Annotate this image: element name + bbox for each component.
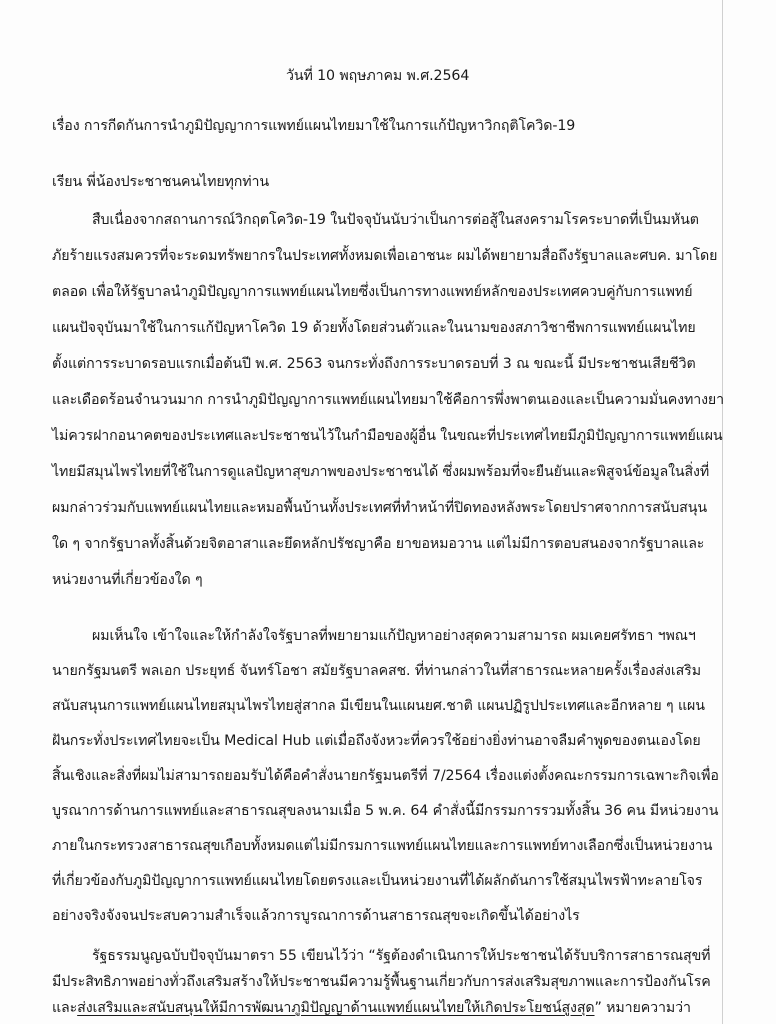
paragraph-1-line: หน่วยงานที่เกี่ยวข้องใด ๆ bbox=[52, 572, 203, 588]
paragraph-2-line: สิ้นเชิงและสิ่งที่ผมไม่สามารถยอมรับได้คือคำสั่งนายกรัฐมนตรีที่ 7/2564 เรื่องแต่งตั้งคณะกรรมการเฉพาะกิจเพื่อ bbox=[52, 768, 719, 784]
paragraph-2-line: อย่างจริงจังจนประสบความสำเร็จแล้วการบูรณาการด้านสาธารณสุขจะเกิดขึ้นได้อย่างไร bbox=[52, 908, 580, 924]
paragraph-2-line: ผมเห็นใจ เข้าใจและให้กำลังใจรัฐบาลที่พยายามแก้ปัญหาอย่างสุดความสามารถ ผมเคยศรัทธา ฯพณฯ bbox=[92, 628, 696, 644]
paragraph-1-line: ภัยร้ายแรงสมควรที่จะระดมทรัพยากรในประเทศทั้งหมดเพื่อเอาชนะ ผมได้พยายามสื่อถึงรัฐบาลและศบค. มาโดย bbox=[52, 248, 718, 264]
paragraph-3-line: มีประสิทธิภาพอย่างทั่วถึงเสริมสร้างให้ประชาชนมีความรู้พื้นฐานเกี่ยวกับการส่งเสริมสุขภาพและการป้องกันโรค bbox=[52, 974, 711, 990]
paragraph-1-line: สืบเนื่องจากสถานการณ์วิกฤตโควิด-19 ในปัจจุบันนับว่าเป็นการต่อสู้ในสงครามโรคระบาดที่เป็นมหันต bbox=[92, 212, 699, 228]
quote-underlined: ส่งเสริมและสนับสนุนให้มีการพัฒนาภูมิปัญญาด้านแพทย์แผนไทยให้เกิดประโยชน์สูงสุด bbox=[77, 1000, 595, 1016]
paragraph-1-line: และเดือดร้อนจำนวนมาก การนำภูมิปัญญาการแพทย์แผนไทยมาใช้คือการพึ่งพาตนเองและเป็นความมั่นคงทางยา bbox=[52, 392, 725, 408]
paragraph-2-line: สนับสนุนการแพทย์แผนไทยสมุนไพรไทยสู่สากล มีเขียนในแผนยศ.ชาติ แผนปฏิรูปประเทศและอีกหลาย ๆ แผน bbox=[52, 698, 705, 714]
paragraph-1-line: ผมกล่าวร่วมกับแพทย์แผนไทยและหมอพื้นบ้านทั้งประเทศที่ทำหน้าที่ปิดทองหลังพระโดยปราศจากการสนับสนุน bbox=[52, 500, 707, 516]
paragraph-2-line: นายกรัฐมนตรี พลเอก ประยุทธ์ จันทร์โอชา สมัยรัฐบาลคสช. ที่ท่านกล่าวในที่สาธารณะหลายครั้งเรื่องส่งเสริม bbox=[52, 663, 701, 679]
scan-edge-line bbox=[722, 0, 723, 1024]
paragraph-2-line: ภายในกระทรวงสาธารณสุขเกือบทั้งหมดแต่ไม่มีกรมการแพทย์แผนไทยและการแพทย์ทางเลือกซึ่งเป็นหน่วยงาน bbox=[52, 838, 713, 854]
paragraph-2-line: ที่เกี่ยวข้องกับภูมิปัญญาการแพทย์แผนไทยโดยตรงและเป็นหน่วยงานที่ได้ผลักดันการใช้สมุนไพรฟ้าทะลายโจร bbox=[52, 873, 703, 889]
paragraph-1-line: ใด ๆ จากรัฐบาลทั้งสิ้นด้วยจิตอาสาและยึดหลักปรัชญาคือ ยาขอหมอวาน แต่ไม่มีการตอบสนองจากรัฐบาลและ bbox=[52, 536, 705, 552]
quote-prefix: และ bbox=[52, 1000, 78, 1016]
paragraph-3-line: รัฐธรรมนูญฉบับปัจจุบันมาตรา 55 เขียนไว้ว่า “รัฐต้องดำเนินการให้ประชาชนได้รับบริการสาธารณสุขที่ bbox=[92, 948, 711, 964]
paragraph-3-line-quote bbox=[52, 998, 691, 1018]
paragraph-2-line: ฝันกระทั่งประเทศไทยจะเป็น Medical Hub แต่เมื่อถึงจังหวะที่ควรใช้อย่างยิ่งท่านอาจลืมคำพูดของตนเองโดย bbox=[52, 733, 701, 749]
paragraph-1-line: ไทยมีสมุนไพรไทยที่ใช้ในการดูแลปัญหาสุขภาพของประชาชนได้ ซึ่งผมพร้อมที่จะยืนยันและพิสูจน์ข้อมูลในสิ่งที่ bbox=[52, 464, 710, 480]
paragraph-1-line: ตลอด เพื่อให้รัฐบาลนำภูมิปัญญาการแพทย์แผนไทยซึ่งเป็นการทางแพทย์หลักของประเทศควบคู่กับการแพทย์ bbox=[52, 284, 693, 300]
letter-date: วันที่ 10 พฤษภาคม พ.ศ.2564 bbox=[286, 68, 470, 84]
paragraph-1-line: ตั้งแต่การระบาดรอบแรกเมื่อต้นปี พ.ศ. 2563 จนกระทั่งถึงการระบาดรอบที่ 3 ณ ขณะนี้ มีประชาชนเสียชีวิต bbox=[52, 356, 696, 372]
paragraph-1-line: แผนปัจจุบันมาใช้ในการแก้ปัญหาโควิด 19 ด้วยทั้งโดยส่วนตัวและในนามของสภาวิชาชีพการแพทย์แผนไทย bbox=[52, 320, 696, 336]
quote-suffix: ” หมายความว่า bbox=[594, 1000, 691, 1016]
letter-salutation: เรียน พี่น้องประชาชนคนไทยทุกท่าน bbox=[52, 174, 270, 190]
letter-subject: เรื่อง การกีดกันการนำภูมิปัญญาการแพทย์แผนไทยมาใช้ในการแก้ปัญหาวิกฤติโควิด-19 bbox=[52, 118, 576, 134]
paragraph-1-line: ไม่ควรฝากอนาคตของประเทศและประชาชนไว้ในกำมือของผู้อื่น ในขณะที่ประเทศไทยมีภูมิปัญญาการแพทย์แผน bbox=[52, 428, 723, 444]
paragraph-2-line: บูรณาการด้านการแพทย์และสาธารณสุขลงนามเมื่อ 5 พ.ค. 64 คำสั่งนี้มีกรรมการรวมทั้งสิ้น 36 คน มีหน่วยงาน bbox=[52, 803, 719, 819]
